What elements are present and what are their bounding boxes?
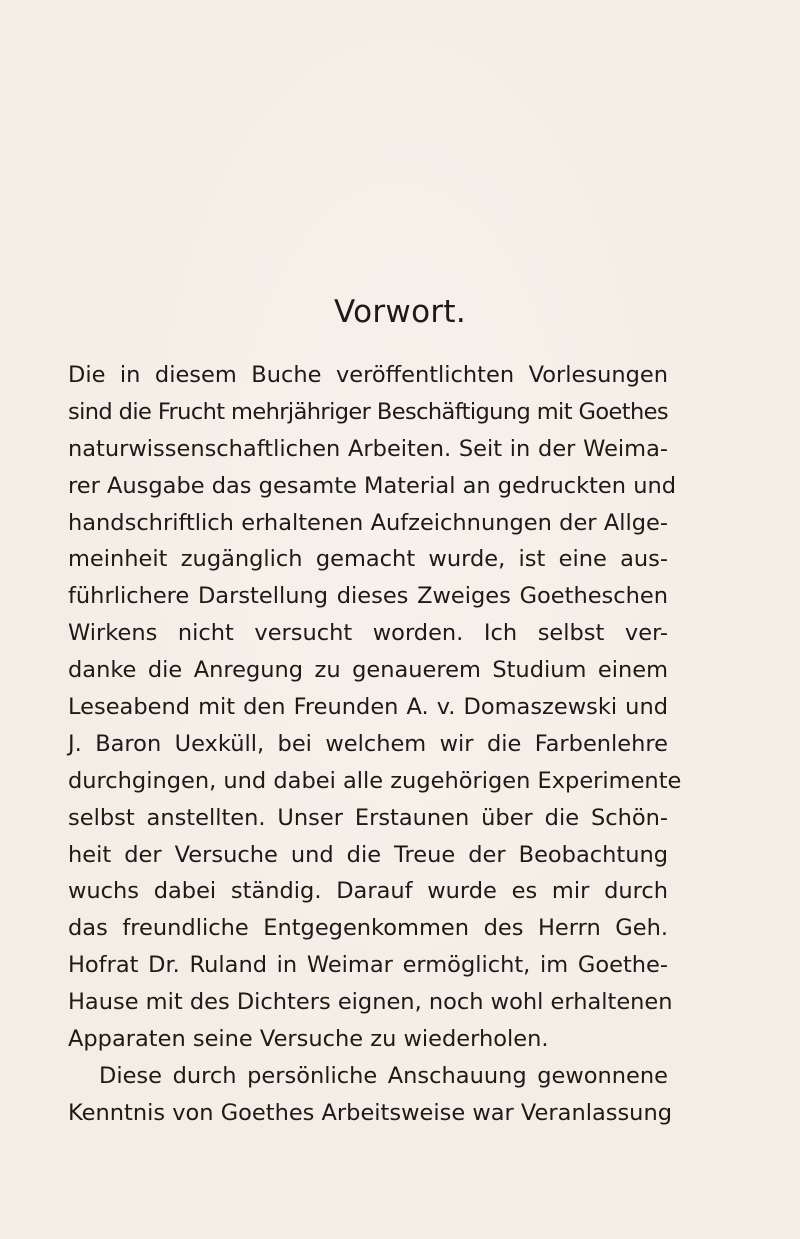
text-line: Diese durch persönliche Anschauung gewonnene — [99, 1062, 668, 1089]
text-line: Hause mit des Dichters eignen, noch wohl erhaltenen — [68, 989, 673, 1016]
text-line: handschriftlich erhaltenen Aufzeichnungen der Allge- — [68, 509, 668, 536]
text-line: danke die Anregung zu genauerem Studium einem — [68, 657, 668, 684]
text-line: Apparaten seine Versuche zu wiederholen. — [68, 1026, 549, 1053]
text-line: naturwissenschaftlichen Arbeiten. Seit in der Weima- — [68, 435, 668, 462]
preface-text — [68, 357, 682, 1132]
text-line: das freundliche Entgegenkommen des Herrn Geh. — [68, 915, 668, 942]
text-line: Kenntnis von Goethes Arbeitsweise war Veranlassung — [68, 1099, 672, 1126]
text-line: J. Baron Uexküll, bei welchem wir die Farbenlehre — [68, 730, 668, 757]
text-line: sind die Frucht mehrjähriger Beschäftigung mit Goethes — [68, 398, 668, 425]
text-line: heit der Versuche und die Treue der Beobachtung — [68, 841, 668, 868]
text-line: führlichere Darstellung dieses Zweiges Goetheschen — [68, 583, 668, 610]
text-line: Leseabend mit den Freunden A. v. Domaszewski und — [68, 694, 668, 721]
text-line: Die in diesem Buche veröffentlichten Vorlesungen — [68, 362, 668, 388]
text-line: Wirkens nicht versucht worden. Ich selbst ver- — [68, 620, 668, 647]
text-line: Hofrat Dr. Ruland in Weimar ermöglicht, im Goethe- — [68, 952, 668, 979]
text-line: meinheit zugänglich gemacht wurde, ist eine aus- — [68, 546, 668, 573]
text-line: selbst anstellten. Unser Erstaunen über die Schön- — [68, 804, 668, 831]
text-line: durchgingen, und dabei alle zugehörigen Experimente — [68, 767, 682, 794]
text-line: wuchs dabei ständig. Darauf wurde es mir durch — [68, 878, 668, 905]
page-title: Vorwort. — [334, 294, 466, 330]
text-line: rer Ausgabe das gesamte Material an gedruckten und — [68, 472, 676, 499]
